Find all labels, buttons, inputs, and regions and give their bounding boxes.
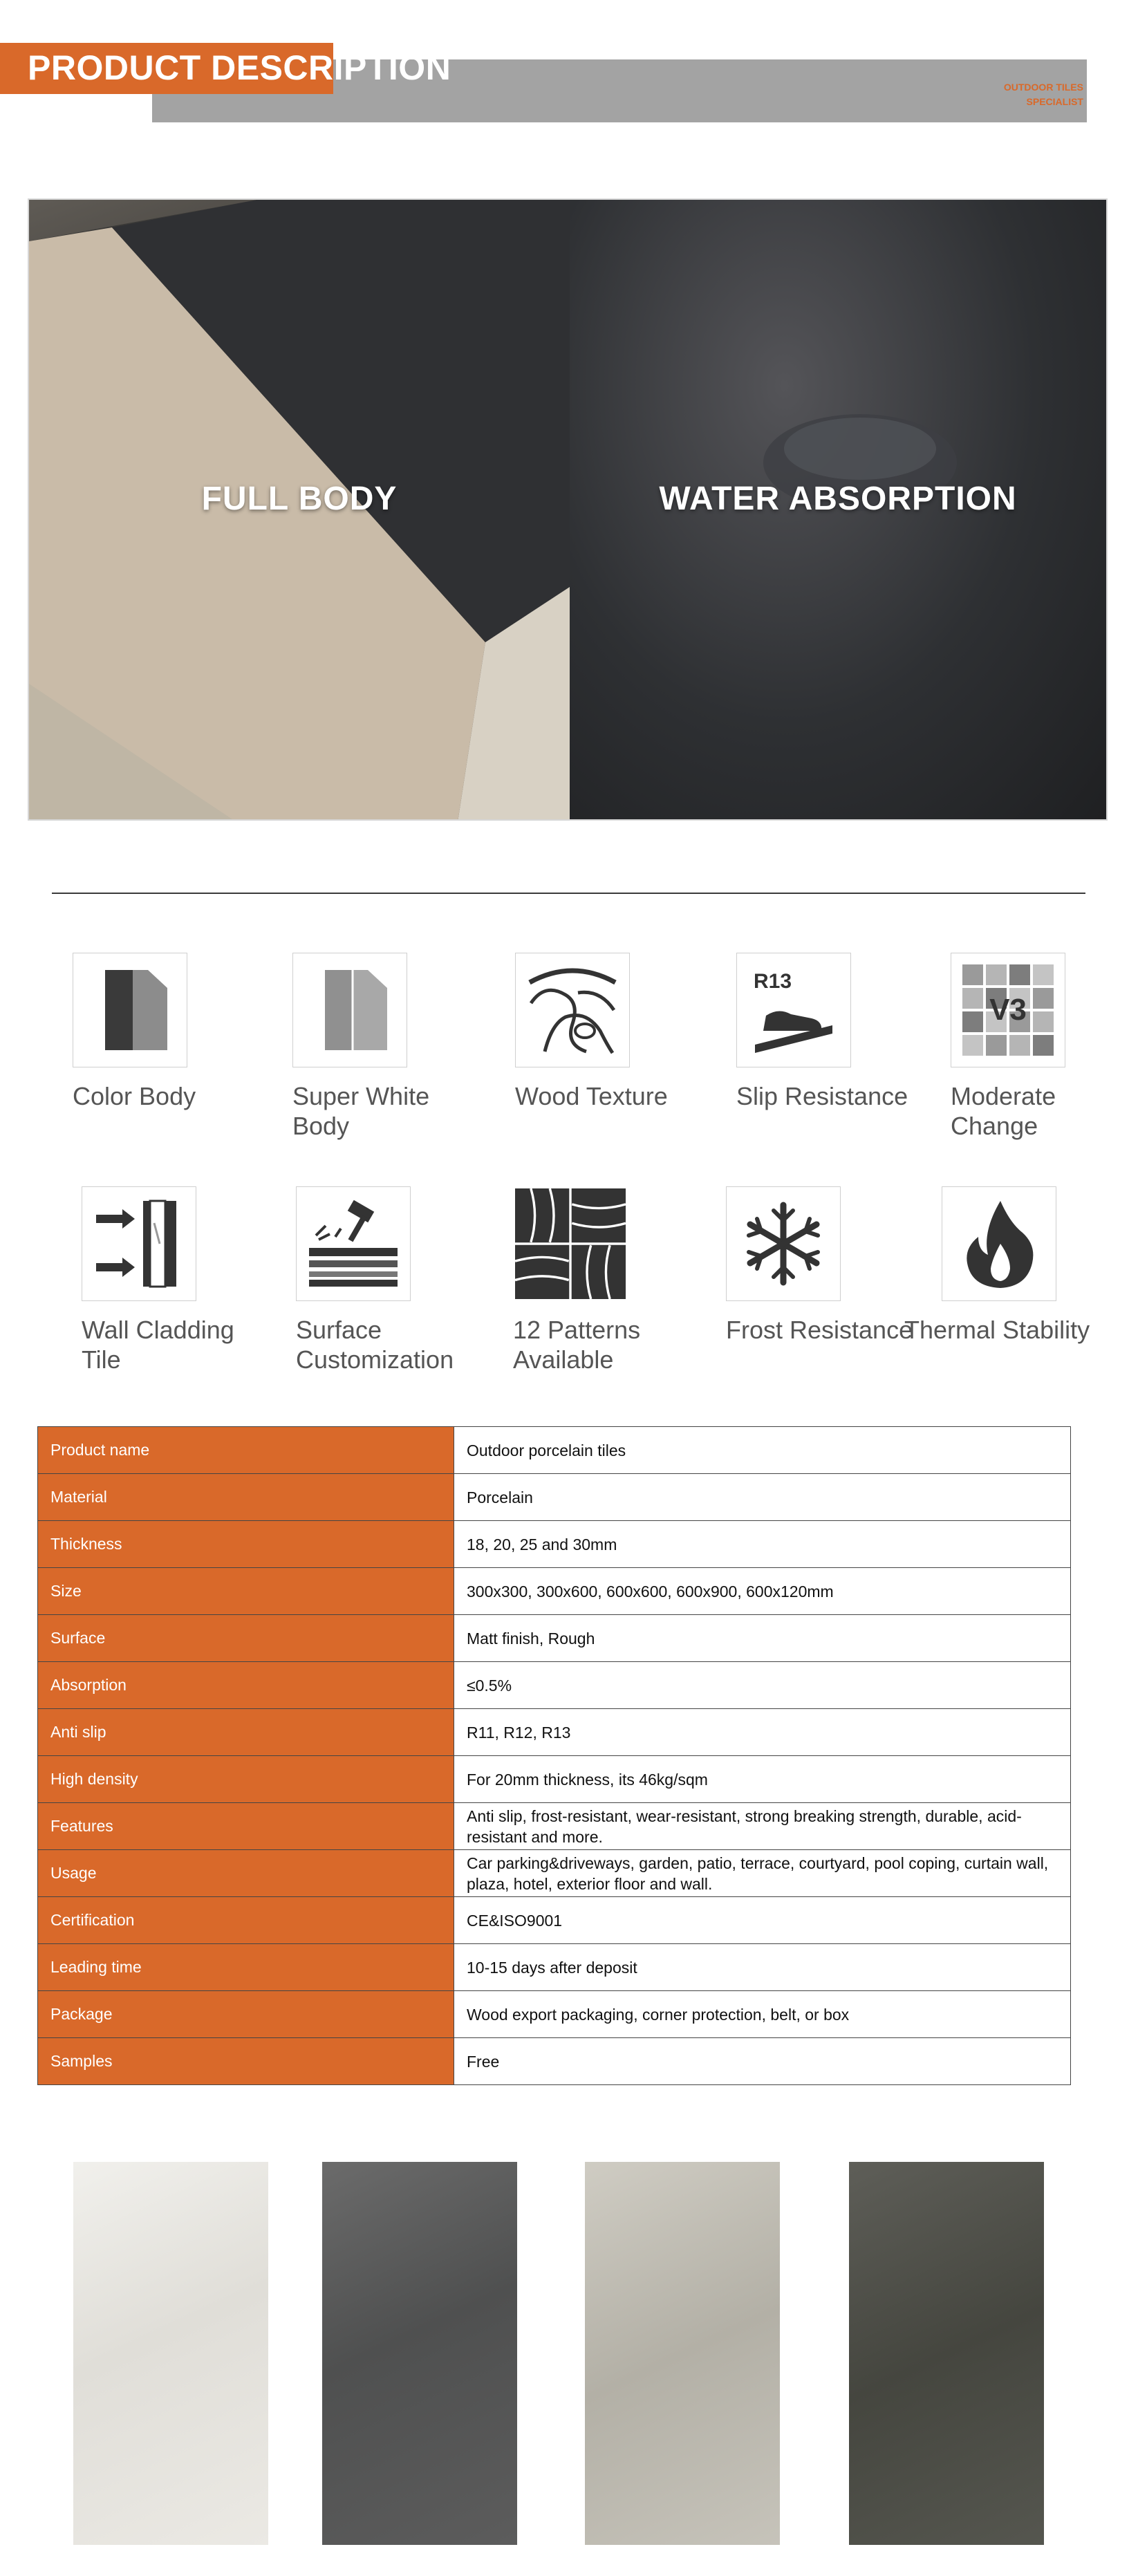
spec-row (38, 2038, 1071, 2085)
feature-label: Thermal Stability (904, 1316, 1090, 1344)
feature-slip-resistance (736, 953, 916, 1111)
spec-key: Samples (38, 2038, 454, 2085)
wall-cladding-icon (82, 1186, 196, 1301)
spec-key: Features (38, 1803, 454, 1850)
flame-icon (942, 1186, 1056, 1301)
super-white-body-icon (292, 953, 407, 1067)
page-title: PRODUCT DESCRIPTION (28, 48, 451, 87)
spec-row (38, 1756, 1071, 1803)
feature-label: Frost Resistance (726, 1316, 913, 1344)
spec-row (38, 1897, 1071, 1944)
feature-label: Super White Body (292, 1082, 430, 1140)
spec-row (38, 1521, 1071, 1568)
feature-label: 12 Patterns Available (513, 1316, 641, 1374)
spec-key: Surface (38, 1615, 454, 1662)
spec-value: 300x300, 300x600, 600x600, 600x900, 600x120mm (454, 1568, 1071, 1615)
feature-label: Surface Customization (296, 1316, 454, 1374)
slip-resistance-icon (736, 953, 851, 1067)
tile-swatch-charcoal (849, 2162, 1044, 2545)
spec-key: Size (38, 1568, 454, 1615)
spec-row (38, 1709, 1071, 1756)
spec-key: High density (38, 1756, 454, 1803)
header-tagline (945, 80, 1083, 109)
spec-row (38, 1615, 1071, 1662)
water-absorption-label: WATER ABSORPTION (659, 480, 1017, 517)
section-divider (52, 893, 1085, 894)
spec-key: Thickness (38, 1521, 454, 1568)
water-absorption-photo (570, 200, 1106, 819)
spec-row (38, 1474, 1071, 1521)
feature-label: Wood Texture (515, 1082, 668, 1110)
feature-moderate-change (951, 953, 1129, 1141)
wood-texture-icon (515, 953, 630, 1067)
spec-row (38, 1944, 1071, 1991)
spec-value: Matt finish, Rough (454, 1615, 1071, 1662)
spec-key: Absorption (38, 1662, 454, 1709)
spec-table-body (38, 1427, 1071, 2085)
v3-badge: V3 (989, 993, 1027, 1027)
patterns-icon (513, 1186, 628, 1301)
spec-value: Free (454, 2038, 1071, 2085)
spec-key: Certification (38, 1897, 454, 1944)
feature-surface-customization (296, 1186, 476, 1374)
spec-row (38, 1991, 1071, 2038)
feature-color-body (73, 953, 252, 1111)
feature-label: Moderate Change (951, 1082, 1056, 1140)
full-body-photo (29, 200, 570, 819)
spec-key: Leading time (38, 1944, 454, 1991)
snowflake-icon (726, 1186, 841, 1301)
spec-value: Porcelain (454, 1474, 1071, 1521)
r13-badge: R13 (754, 970, 792, 993)
feature-wall-cladding (82, 1186, 261, 1374)
spec-row (38, 1850, 1071, 1897)
spec-value: R11, R12, R13 (454, 1709, 1071, 1756)
surface-customization-icon (296, 1186, 411, 1301)
spec-row (38, 1803, 1071, 1850)
feature-label: Wall Cladding Tile (82, 1316, 234, 1374)
full-body-label: FULL BODY (201, 480, 398, 517)
feature-super-white-body (292, 953, 472, 1141)
spec-value: 10-15 days after deposit (454, 1944, 1071, 1991)
spec-key: Product name (38, 1427, 454, 1474)
tile-swatch-light (73, 2162, 268, 2545)
spec-value: Car parking&driveways, garden, patio, terrace, courtyard, pool coping, curtain wall, plaza, hotel, exterior floor and wall. (454, 1850, 1071, 1897)
spec-value: Outdoor porcelain tiles (454, 1427, 1071, 1474)
feature-12-patterns (513, 1186, 693, 1374)
spec-value: ≤0.5% (454, 1662, 1071, 1709)
feature-frost-resistance (726, 1186, 913, 1345)
tagline-line-1: OUTDOOR TILES (1003, 82, 1083, 93)
v3-grid-icon (960, 962, 1056, 1058)
tile-swatch-dark-gray (322, 2162, 517, 2545)
feature-label: Slip Resistance (736, 1082, 908, 1110)
spec-value: For 20mm thickness, its 46kg/sqm (454, 1756, 1071, 1803)
spec-key: Package (38, 1991, 454, 2038)
spec-row (38, 1568, 1071, 1615)
tagline-line-2: SPECIALIST (1026, 96, 1083, 107)
feature-label: Color Body (73, 1082, 196, 1110)
spec-value: Anti slip, frost-resistant, wear-resistant, strong breaking strength, durable, acid-resistant and more. (454, 1803, 1071, 1850)
spec-table (37, 1426, 1071, 2085)
spec-key: Anti slip (38, 1709, 454, 1756)
spec-value: CE&ISO9001 (454, 1897, 1071, 1944)
color-body-icon (73, 953, 187, 1067)
spec-key: Material (38, 1474, 454, 1521)
spec-value: 18, 20, 25 and 30mm (454, 1521, 1071, 1568)
feature-thermal-stability (904, 1186, 1121, 1345)
tile-swatch-beige (585, 2162, 780, 2545)
spec-value: Wood export packaging, corner protection, belt, or box (454, 1991, 1071, 2038)
feature-wood-texture (515, 953, 695, 1111)
moderate-change-icon (951, 953, 1065, 1067)
spec-row (38, 1427, 1071, 1474)
spec-row (38, 1662, 1071, 1709)
spec-key: Usage (38, 1850, 454, 1897)
photo-banner (28, 198, 1108, 821)
